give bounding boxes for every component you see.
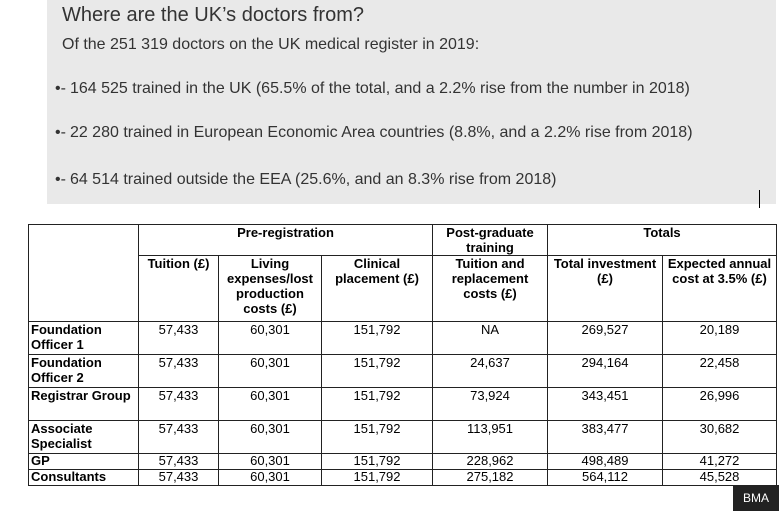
table-column-header-row bbox=[29, 256, 777, 322]
row-label: Registrar Group bbox=[29, 388, 139, 421]
cell-tuition: 57,433 bbox=[139, 322, 219, 355]
cell-annual: 45,528 bbox=[663, 470, 777, 486]
bullet-mark: •- bbox=[55, 80, 66, 97]
cell-clinical: 151,792 bbox=[322, 388, 433, 421]
col-header-total-investment: Total investment (£) bbox=[548, 256, 663, 322]
col-header-pg-tuition: Tuition and replacement costs (£) bbox=[433, 256, 548, 322]
bullet-text: 64 514 trained outside the EEA (25.6%, and an 8.3% rise from 2018) bbox=[69, 171, 557, 188]
table-row bbox=[29, 470, 777, 486]
cell-total: 383,477 bbox=[548, 421, 663, 454]
group-header-pre-registration: Pre-registration bbox=[139, 225, 433, 256]
cell-annual: 30,682 bbox=[663, 421, 777, 454]
cell-annual: 20,189 bbox=[663, 322, 777, 355]
col-header-living: Living expenses/lost production costs (£) bbox=[219, 256, 322, 322]
table-row bbox=[29, 322, 777, 355]
cell-living: 60,301 bbox=[219, 454, 322, 470]
cell-living: 60,301 bbox=[219, 470, 322, 486]
bullet-item-non-eea bbox=[55, 171, 556, 189]
table-row bbox=[29, 355, 777, 388]
source-badge: BMA bbox=[733, 485, 779, 511]
training-cost-table bbox=[28, 224, 777, 486]
cell-total: 498,489 bbox=[548, 454, 663, 470]
row-label: Consultants bbox=[29, 470, 139, 486]
cell-living: 60,301 bbox=[219, 322, 322, 355]
col-header-clinical: Clinical placement (£) bbox=[322, 256, 433, 322]
col-header-annual-cost: Expected annual cost at 3.5% (£) bbox=[663, 256, 777, 322]
table-row bbox=[29, 454, 777, 470]
cell-total: 343,451 bbox=[548, 388, 663, 421]
cell-annual: 22,458 bbox=[663, 355, 777, 388]
cell-annual: 41,272 bbox=[663, 454, 777, 470]
bullet-text: 22 280 trained in European Economic Area countries (8.8%, and a 2.2% rise from 2018) bbox=[69, 124, 693, 141]
group-header-totals: Totals bbox=[548, 225, 777, 256]
cell-tuition: 57,433 bbox=[139, 470, 219, 486]
bullet-item-eea bbox=[55, 124, 693, 142]
cell-living: 60,301 bbox=[219, 355, 322, 388]
text-cursor bbox=[759, 190, 760, 208]
row-label: GP bbox=[29, 454, 139, 470]
bullet-item-uk bbox=[55, 80, 690, 98]
col-header-tuition: Tuition (£) bbox=[139, 256, 219, 322]
cell-living: 60,301 bbox=[219, 421, 322, 454]
cell-total: 269,527 bbox=[548, 322, 663, 355]
cell-clinical: 151,792 bbox=[322, 454, 433, 470]
cell-clinical: 151,792 bbox=[322, 355, 433, 388]
cell-clinical: 151,792 bbox=[322, 470, 433, 486]
cell-pg: 228,962 bbox=[433, 454, 548, 470]
panel-intro: Of the 251 319 doctors on the UK medical register in 2019: bbox=[62, 36, 480, 53]
panel-heading: Where are the UK’s doctors from? bbox=[62, 4, 364, 26]
row-label: Foundation Officer 1 bbox=[29, 322, 139, 355]
bullet-mark: •- bbox=[55, 124, 66, 141]
row-label: Associate Specialist bbox=[29, 421, 139, 454]
cell-tuition: 57,433 bbox=[139, 421, 219, 454]
cell-pg: 73,924 bbox=[433, 388, 548, 421]
table-row bbox=[29, 388, 777, 421]
row-label: Foundation Officer 2 bbox=[29, 355, 139, 388]
cell-pg: 275,182 bbox=[433, 470, 548, 486]
cell-annual: 26,996 bbox=[663, 388, 777, 421]
cell-clinical: 151,792 bbox=[322, 421, 433, 454]
cell-pg: 113,951 bbox=[433, 421, 548, 454]
cell-clinical: 151,792 bbox=[322, 322, 433, 355]
cell-total: 294,164 bbox=[548, 355, 663, 388]
cell-tuition: 57,433 bbox=[139, 355, 219, 388]
cell-living: 60,301 bbox=[219, 388, 322, 421]
group-header-post-graduate: Post-graduate training bbox=[433, 225, 548, 256]
table-group-header-row bbox=[29, 225, 777, 256]
bullet-text: 164 525 trained in the UK (65.5% of the total, and a 2.2% rise from the number in 2018) bbox=[69, 80, 690, 97]
cell-pg: NA bbox=[433, 322, 548, 355]
cell-pg: 24,637 bbox=[433, 355, 548, 388]
bullet-mark: •- bbox=[55, 171, 66, 188]
cell-tuition: 57,433 bbox=[139, 388, 219, 421]
cell-total: 564,112 bbox=[548, 470, 663, 486]
cell-tuition: 57,433 bbox=[139, 454, 219, 470]
table-row bbox=[29, 421, 777, 454]
corner-cell bbox=[29, 225, 139, 322]
